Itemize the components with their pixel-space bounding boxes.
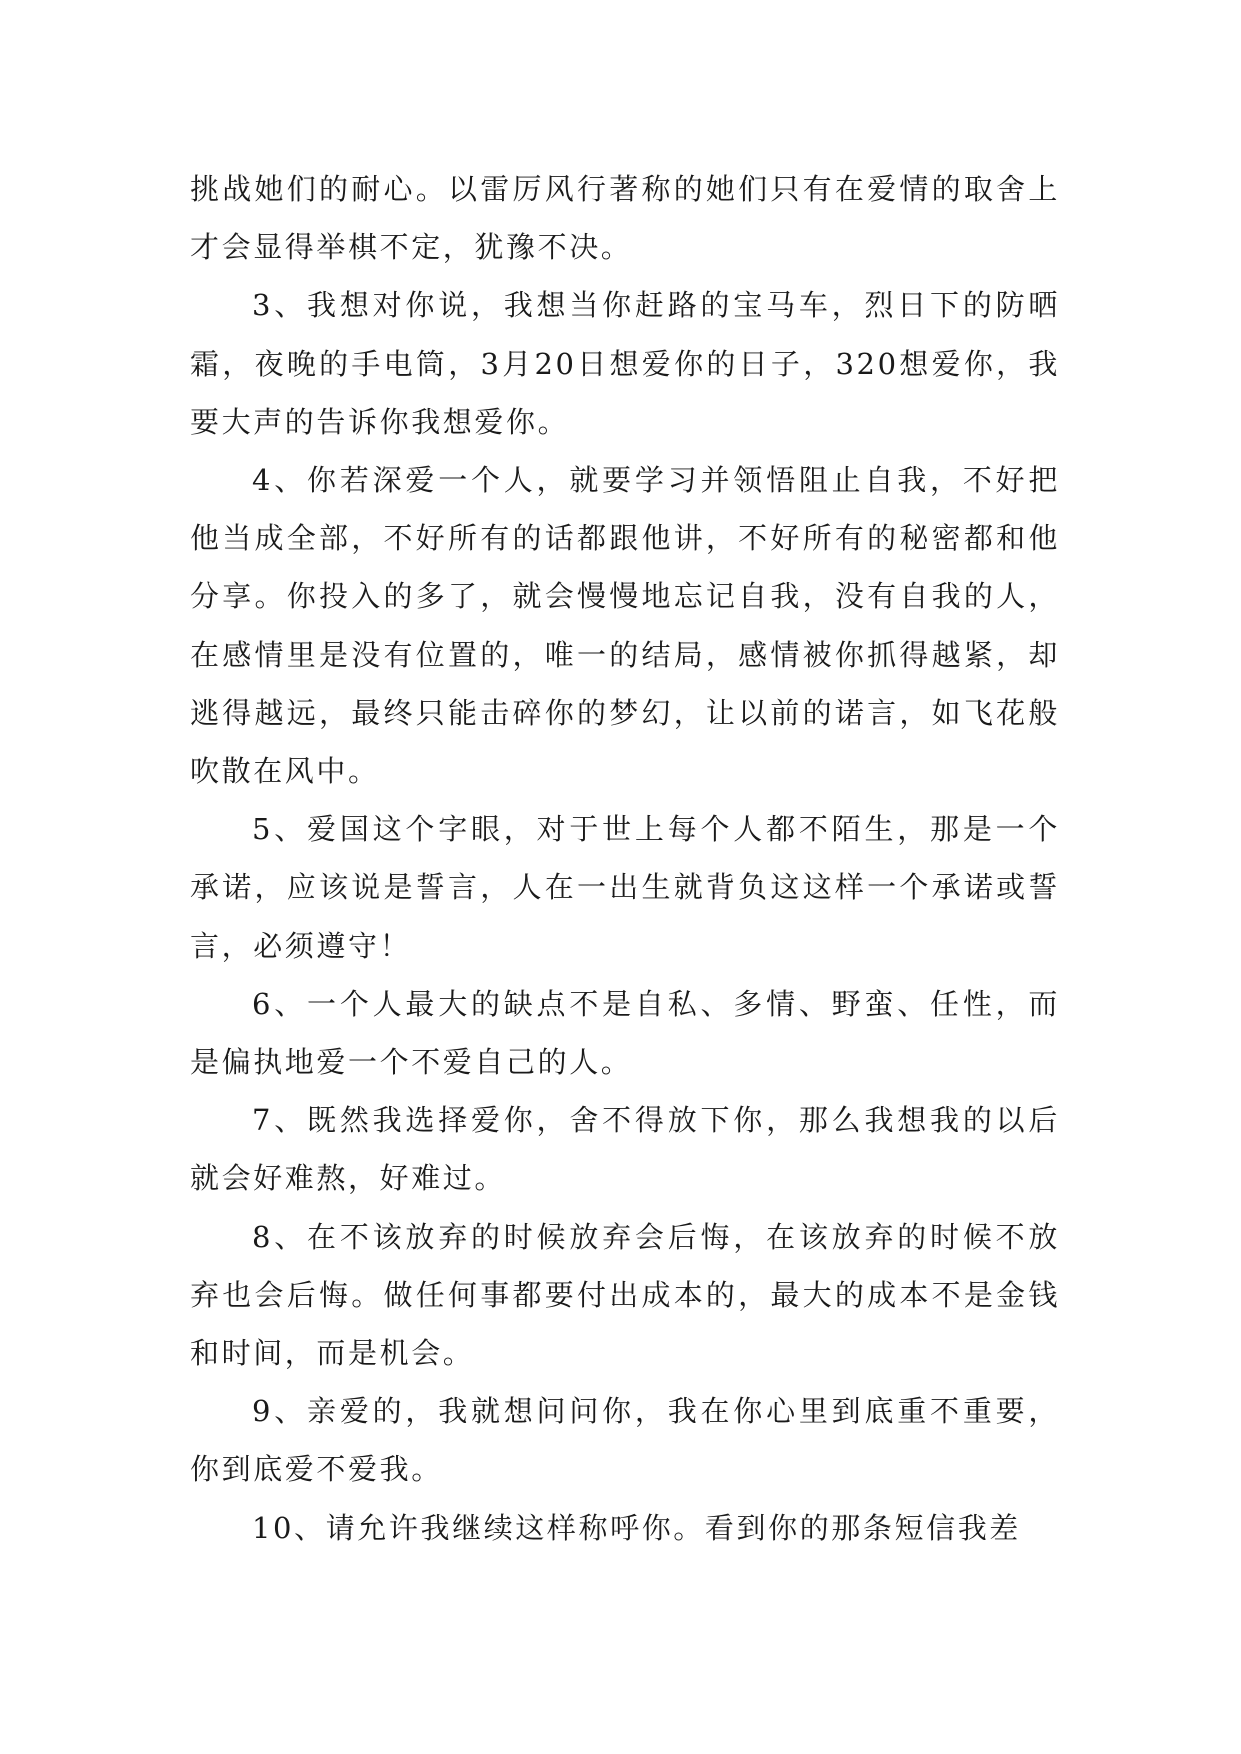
paragraph-9: 9、亲爱的，我就想问问你，我在你心里到底重不重要，你到底爱不爱我。	[190, 1394, 1060, 1487]
document-body	[190, 160, 1060, 1557]
paragraph-4: 4、你若深爱一个人，就要学习并领悟阻止自我，不好把他当成全部，不好所有的话都跟他讲，不好所有的秘密都和他分享。你投入的多了，就会慢慢地忘记自我，没有自我的人，在感情里是没有位置的，唯一的结局，感情被你抓得越紧，却逃得越远，最终只能击碎你的梦幻，让以前的诺言，如飞花般吹散在风中。	[190, 463, 1060, 789]
paragraph-7: 7、既然我选择爱你，舍不得放下你，那么我想我的以后就会好难熬，好难过。	[190, 1103, 1060, 1196]
paragraph-5: 5、爱国这个字眼，对于世上每个人都不陌生，那是一个承诺，应该说是誓言，人在一出生就背负这这样一个承诺或誓言，必须遵守！	[190, 812, 1060, 963]
paragraph-10: 10、请允许我继续这样称呼你。看到你的那条短信我差	[252, 1510, 1021, 1545]
paragraph-8: 8、在不该放弃的时候放弃会后悔，在该放弃的时候不放弃也会后悔。做任何事都要付出成本的，最大的成本不是金钱和时间，而是机会。	[190, 1219, 1060, 1371]
paragraph-6: 6、一个人最大的缺点不是自私、多情、野蛮、任性，而是偏执地爱一个不爱自己的人。	[190, 986, 1060, 1080]
paragraph-3: 3、我想对你说，我想当你赶路的宝马车，烈日下的防晒霜，夜晚的手电筒，3月20日想爱你的日子，320想爱你，我要大声的告诉你我想爱你。	[190, 288, 1060, 439]
paragraph-continued: 挑战她们的耐心。以雷厉风行著称的她们只有在爱情的取舍上才会显得举棋不定，犹豫不决。	[190, 172, 1060, 265]
